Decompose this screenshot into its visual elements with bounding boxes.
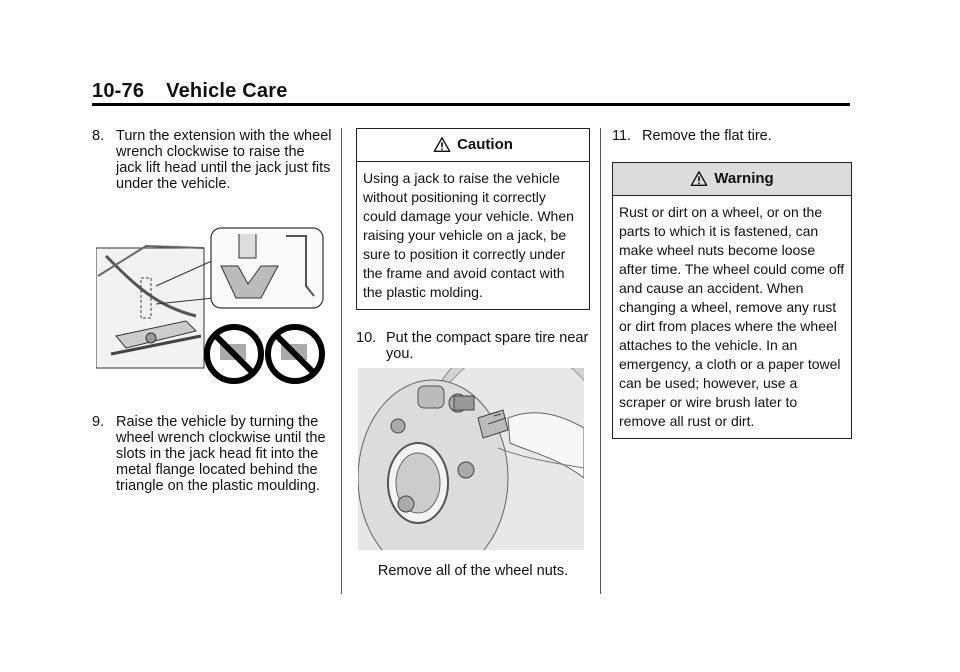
caution-title: Caution [457, 136, 513, 153]
step-10 [356, 330, 590, 362]
wheel-nuts-illustration [358, 368, 584, 550]
header-rule [92, 103, 850, 106]
step-text: Put the compact spare tire near you. [386, 330, 589, 362]
warning-box [612, 162, 852, 439]
step-9 [92, 414, 332, 494]
caution-header [357, 129, 589, 162]
warning-title: Warning [714, 170, 774, 187]
column-right [612, 128, 852, 439]
page-number: 10-76 [92, 80, 145, 102]
caution-box [356, 128, 590, 310]
caution-body: Using a jack to raise the vehicle without positioning it correctly could damage your vehicle. When raising your vehicle on a jack, be sure to position it correctly under the frame and avoid contact with the plastic molding. [363, 170, 574, 300]
warning-body: Rust or dirt on a wheel, or on the parts to which it is fastened, can make wheel nuts become loose after time. The wheel could come off and cause an accident. When changing a wheel, remove any rust or dirt from places where the wheel attaches to the vehicle. In an emergency, a cloth or a paper towel can be used; however, use a scraper or wire brush later to remove all rust or dirt. [619, 204, 845, 429]
section-title: Vehicle Care [166, 80, 288, 102]
column-left [92, 128, 332, 192]
step-number: 9. [92, 414, 105, 430]
prohibition-icon [268, 327, 322, 381]
column-middle [356, 128, 590, 362]
jack-illustration [96, 226, 326, 386]
step-text: Turn the extension with the wheel wrench clockwise to raise the jack lift head until the jack just fits under the vehicle. [116, 128, 332, 192]
column-left-lower [92, 414, 332, 494]
prohibition-icon [207, 327, 261, 381]
column-divider [341, 128, 342, 594]
step-number: 8. [92, 128, 105, 144]
step-number: 10. [356, 330, 377, 346]
warning-triangle-icon [690, 170, 708, 188]
warning-triangle-icon [433, 136, 451, 154]
page-header [92, 80, 850, 103]
step-number: 11. [612, 128, 632, 144]
figure-caption: Remove all of the wheel nuts. [377, 563, 569, 579]
step-text: Raise the vehicle by turning the wheel wrench clockwise until the slots in the jack head fit into the metal flange located behind the triangle on the plastic moulding. [116, 414, 326, 494]
column-divider [600, 128, 601, 594]
step-11 [612, 128, 852, 144]
step-8 [92, 128, 332, 192]
step-text: Remove the flat tire. [642, 128, 772, 144]
warning-header [613, 163, 851, 196]
